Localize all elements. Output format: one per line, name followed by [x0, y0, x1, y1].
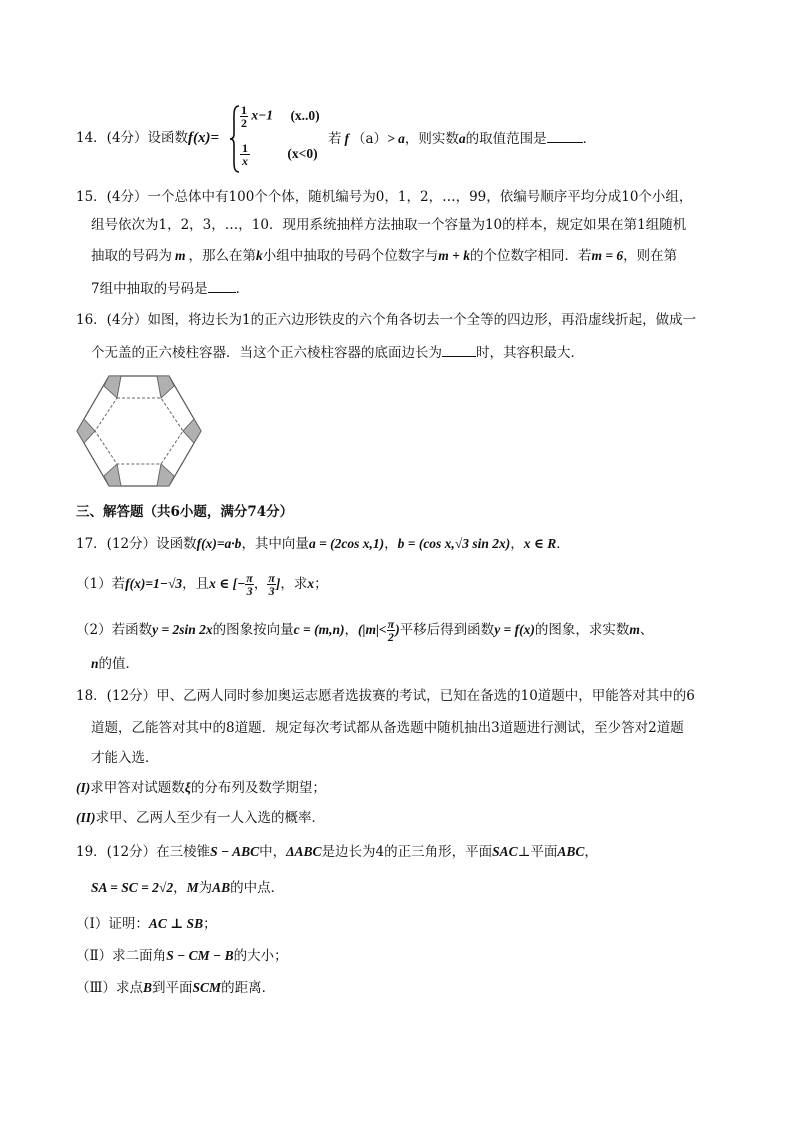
q14-number: 14．(4分）设函数 [76, 130, 189, 146]
q15-l3-text5: ，则在第 [623, 248, 678, 264]
q14-tail-ineq: > a [387, 131, 405, 146]
q17-part2-cont [91, 654, 139, 674]
q15-l3-mk: m + k [438, 248, 470, 263]
q17-l1-sep: ， [384, 536, 398, 552]
q17-p1-frac1-den: 3 [246, 584, 253, 598]
q17-l1-vec-b: b = (cos x,√3 sin 2x) [397, 536, 511, 551]
q19-l2-text2: 的中点． [230, 880, 285, 896]
q19-l1-triangle: ΔABC [286, 844, 322, 859]
q17-part2 [76, 618, 653, 643]
q19-p1-text: （Ⅰ）证明： [76, 916, 149, 932]
q18-line2: 道题，乙能答对其中的8道题．规定每次考试都从备选题中随机抽出3道题进行测试，至少答对2道题 [91, 720, 684, 736]
q19-p2-text: （Ⅱ）求二面角 [76, 948, 167, 964]
q19-p3-text2: 到平面 [152, 980, 193, 996]
q17-l1-vec-a: a = (2cos x,1) [308, 536, 385, 551]
q19-l1-text3: 是边长为4的正三角形，平面 [321, 844, 493, 860]
q17-p1-frac1-num: π [246, 571, 253, 585]
q14-case1-expr: x−1 [251, 107, 274, 123]
q17-p2-f: y = 2sin 2x [152, 622, 213, 637]
q17-p1-text3: ，求 [280, 576, 308, 592]
q18-p1-mark: (I) [76, 780, 91, 795]
q16-answer-blank[interactable] [442, 342, 476, 357]
q19-part2 [76, 946, 288, 966]
q15-answer-blank[interactable] [208, 278, 236, 293]
q19-l2-m: M [186, 880, 199, 895]
q19-part1 [76, 914, 217, 934]
q17-p1-end: ； [314, 576, 328, 592]
q19-p2-text2: 的大小； [233, 948, 288, 964]
q17-p2-m: m [629, 622, 640, 637]
q17-p1-frac1 [245, 572, 254, 597]
q15-l3-m: m [175, 248, 186, 263]
q17-p1-text: （1）若 [76, 576, 126, 592]
q19-p1-expr: AC ⊥ SB [148, 916, 204, 931]
q15-l4-end: ． [235, 281, 250, 297]
q17-p2-frac-den: 2 [387, 630, 394, 644]
q19-l1-text2: 中， [259, 844, 287, 860]
q17-l1-f: f(x)=a·b [196, 536, 242, 551]
q18-p2-text: 求甲、乙两人至少有一人入选的概率． [95, 810, 325, 826]
q16-line2 [91, 342, 584, 363]
q15-l3-text2: ，那么在第 [188, 248, 257, 264]
q17-p2-close: ) [395, 622, 400, 637]
q19-l2-sep: ， [173, 880, 187, 896]
q14-tail [328, 128, 596, 149]
q16-l2-end: 时，其容积最大． [476, 345, 584, 361]
q17-p2-g: y = f(x) [494, 622, 535, 637]
q17-part1 [76, 572, 328, 597]
q14-function-name: f(x)= [188, 130, 220, 146]
q17-p2-cond: (|m|< [357, 622, 387, 637]
q15-l3-k: k [256, 248, 263, 263]
q18-p1-xi: ξ [184, 780, 191, 795]
q17-p1-close: ] [275, 576, 281, 591]
q17-p2-frac [387, 618, 396, 643]
q19-p3-point: B [143, 980, 153, 995]
q17-p2-text3: 平移后得到函数 [399, 622, 495, 638]
q14-case2-cond: (x<0) [287, 145, 318, 161]
q19-p3-text3: 的距离． [221, 980, 276, 996]
q17-p2-text2: 的图象按向量 [212, 622, 294, 638]
q14-case2-fraction [240, 142, 250, 167]
q14-tail-text3: 的取值范围是 [465, 131, 547, 147]
q14-case1-fraction [240, 104, 248, 129]
q18-part1 [76, 778, 326, 798]
q17-p2-vec: c = (m,n) [293, 622, 345, 637]
q19-l1-plane1: SAC [492, 844, 518, 859]
q15-l3-text: 抽取的号码为 [91, 248, 172, 264]
q19-p1-end: ； [203, 916, 217, 932]
q19-line2 [91, 878, 284, 898]
q15-l3-text4: 的个位数字相同．若 [469, 248, 592, 264]
q19-l1-pyramid: S − ABC [210, 844, 260, 859]
q18-line3: 才能入选． [91, 750, 159, 766]
q16-line1: 16．(4分）如图，将边长为1的正六边形铁皮的六个角各切去一个全等的四边形，再沿虚线折起，做成一 [76, 312, 697, 328]
q17-p2-frac-num: π [387, 617, 395, 631]
q15-line2: 组号依次为1，2，3，…，10．现用系统抽样方法抽取一个容量为10的样本，规定如果在第1组随机 [91, 217, 687, 233]
q14-tail-text2: ，则实数 [404, 131, 459, 147]
q17-p1-frac2-num: π [268, 571, 275, 585]
q19-line1 [76, 842, 598, 862]
q14-case1-cond: (x..0) [290, 107, 320, 123]
q17-p2-sep: ， [344, 622, 358, 638]
q17-p2-text: （2）若函数 [76, 622, 153, 638]
q19-part3 [76, 978, 275, 998]
q15-l4-text: 7组中抽取的号码是 [91, 281, 208, 297]
q14-case1 [240, 104, 320, 129]
q19-l2-text: 为 [198, 880, 213, 896]
q16-l2-text: 个无盖的正六棱柱容器．当这个正六棱柱容器的底面边长为 [91, 345, 442, 361]
q17-p1-sep: ， [253, 576, 268, 592]
q19-l1-text: 19．(12分）在三棱锥 [76, 844, 211, 860]
q15-line4 [91, 278, 249, 299]
q18-part2 [76, 808, 325, 828]
q14-case2 [240, 142, 318, 167]
q17-p2-text4: 的图象，求实数 [534, 622, 630, 638]
hexagon-figure [74, 374, 204, 488]
q17-p2-sep2: 、 [639, 622, 654, 638]
q14-tail-f: f [344, 131, 349, 146]
q19-p3-plane: SCM [192, 980, 222, 995]
q17-p3-n: n [91, 656, 99, 671]
q19-p3-text: （Ⅲ）求点 [76, 980, 144, 996]
q14-case1-frac-den: 2 [241, 116, 247, 130]
q17-p3-text: 的值． [98, 656, 140, 672]
q17-p1-text2: ，且 [182, 576, 210, 592]
q17-l1-text: 17．(12分）设函数 [76, 536, 197, 552]
q18-p1-text: 求甲答对试题数 [90, 780, 185, 796]
q17-l1-sep2: ， [510, 536, 524, 552]
q19-l2-eq: SA = SC = 2√2 [91, 880, 174, 895]
q18-p2-mark: (II) [76, 810, 96, 825]
q17-l1-text2: ，其中向量 [241, 536, 309, 552]
q19-l2-ab: AB [212, 880, 231, 895]
q19-l1-text4: ⊥平面 [517, 844, 558, 860]
q17-p1-frac2-den: 3 [268, 584, 275, 598]
q14-case1-frac-num: 1 [241, 103, 247, 117]
section3-title: 三、解答题（共6小题，满分74分） [76, 504, 294, 520]
q15-line1: 15．(4分）一个总体中有100个个体，随机编号为0，1，2，…，99，依编号顺序平均分成10个小组， [76, 189, 693, 205]
q15-l3-m6: m = 6 [591, 248, 624, 263]
q18-line1: 18．(12分）甲、乙两人同时参加奥运志愿者选拔赛的考试，已知在备选的10道题中，甲能答对其中的6 [76, 688, 695, 704]
q14-answer-blank[interactable] [547, 128, 583, 143]
q17-p1-f: f(x)=1−√3 [125, 576, 183, 591]
q14-case2-num: 1 [242, 141, 248, 155]
q15-l3-text3: 小组中抽取的号码个位数字与 [262, 248, 439, 264]
q19-l1-plane2: ABC [557, 844, 585, 859]
q17-p1-interval: x ∈ [− [209, 576, 246, 591]
q14-tail-arg: （a） [352, 131, 388, 147]
q19-p2-expr: S − CM − B [166, 948, 234, 963]
q17-line1 [76, 534, 570, 554]
q14-lead [76, 128, 219, 148]
q17-l1-end: ． [556, 536, 570, 552]
q19-l1-end: ， [584, 844, 598, 860]
q17-p1-frac2 [267, 572, 276, 597]
q15-line3 [91, 246, 677, 266]
q14-case2-den: x [242, 154, 248, 168]
q14-tail-end: ． [582, 131, 597, 147]
q18-p1-text2: 的分布列及数学期望； [190, 780, 326, 796]
q14-tail-text: 若 [328, 131, 342, 147]
q14-tail-a: a [458, 131, 466, 146]
q17-p1-x: x [307, 576, 315, 591]
q17-l1-domain: x ∈ R [523, 536, 557, 551]
